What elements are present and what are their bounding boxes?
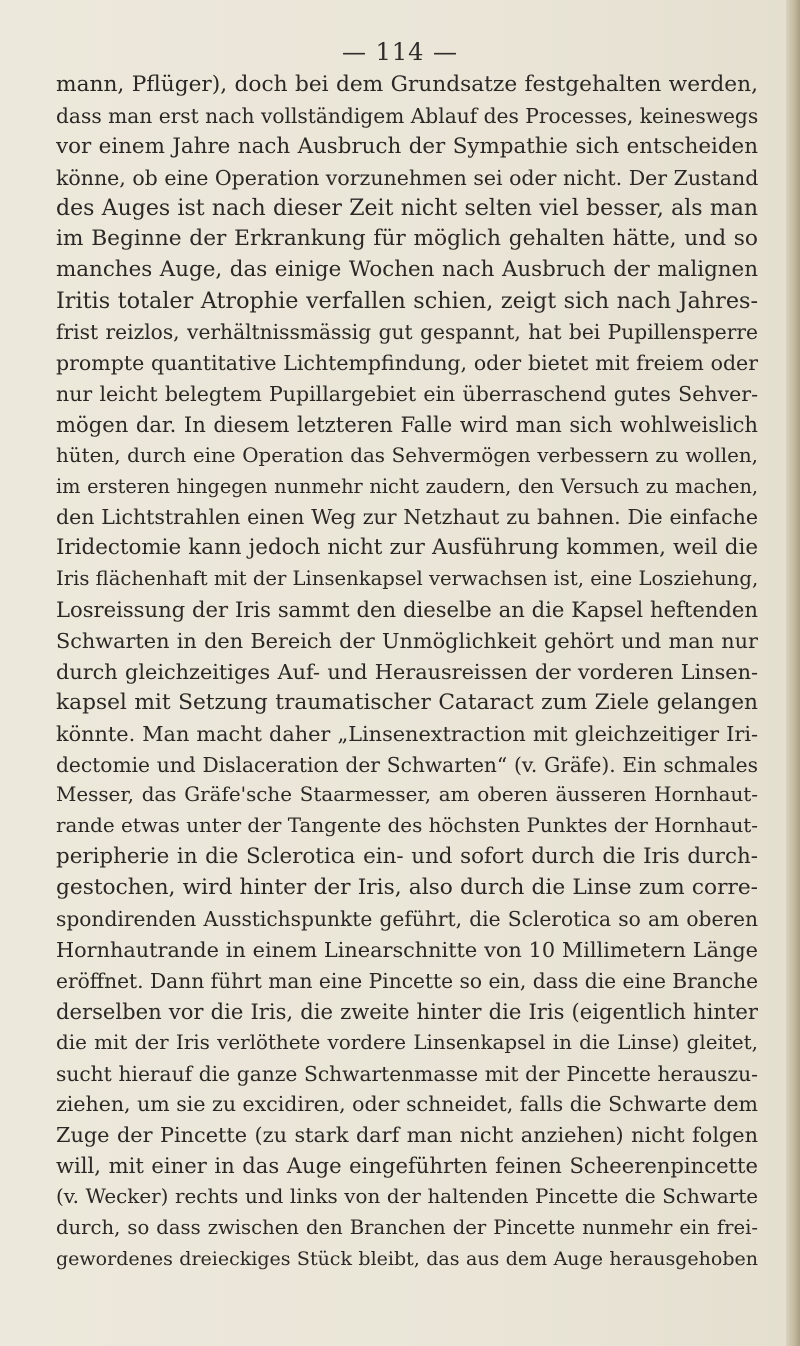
text-line: des Auges ist nach dieser Zeit nicht selten viel besser, als man (56, 195, 758, 221)
text-line: derselben vor die Iris, die zweite hinter die Iris (eigentlich hinter (56, 998, 758, 1024)
text-line: Hornhautrande in einem Linearschnitte von 10 Millimetern Länge (56, 937, 758, 962)
text-line: im Beginne der Erkrankung für möglich gehalten hätte, und so (56, 226, 758, 252)
text-line: die mit der Iris verlöthete vordere Linsenkapsel in die Linse) gleitet, (56, 1030, 758, 1054)
text-line: könne, ob eine Operation vorzunehmen sei oder nicht. Der Zustand (56, 165, 758, 190)
text-line: durch gleichzeitiges Auf- und Herausreissen der vorderen Linsen- (56, 659, 758, 684)
text-line: gestochen, wird hinter der Iris, also durch die Linse zum corre- (56, 875, 758, 901)
body-text (56, 70, 758, 1275)
text-line: gewordenes dreieckiges Stück bleibt, das aus dem Auge herausgehoben (56, 1247, 758, 1270)
page-edge (786, 0, 800, 1346)
text-line: rande etwas unter der Tangente des höchsten Punktes der Hornhaut- (56, 814, 758, 838)
text-line: sucht hierauf die ganze Schwartenmasse mit der Pincette herauszu- (56, 1061, 758, 1086)
text-line: hüten, durch eine Operation das Sehvermögen verbessern zu wollen, (56, 443, 758, 467)
text-line: könnte. Man macht daher „Linsenextraction mit gleichzeitiger Iri- (56, 721, 758, 746)
text-line: (v. Wecker) rechts und links von der haltenden Pincette die Schwarte (56, 1185, 758, 1209)
text-line: peripherie in die Sclerotica ein- und sofort durch die Iris durch- (56, 844, 758, 870)
text-line: spondirenden Ausstichspunkte geführt, die Sclerotica so am oberen (56, 907, 758, 932)
text-line: dectomie und Dislaceration der Schwarten“ (v. Gräfe). Ein schmales (56, 752, 758, 777)
text-line: Zuge der Pincette (zu stark darf man nicht anziehen) nicht folgen (56, 1123, 758, 1148)
text-line: eröffnet. Dann führt man eine Pincette so ein, dass die eine Branche (56, 968, 758, 993)
text-line: manches Auge, das einige Wochen nach Ausbruch der malignen (56, 257, 758, 283)
text-line: ziehen, um sie zu excidiren, oder schneidet, falls die Schwarte dem (56, 1092, 758, 1117)
text-line: den Lichtstrahlen einen Weg zur Netzhaut zu bahnen. Die einfache (56, 505, 758, 530)
text-line: Messer, das Gräfe'sche Staarmesser, am oberen äusseren Hornhaut- (56, 783, 758, 807)
text-line: frist reizlos, verhältnissmässig gut gespannt, hat bei Pupillensperre (56, 320, 758, 345)
text-line: mögen dar. In diesem letzteren Falle wird man sich wohlweislich (56, 411, 758, 437)
text-line: Schwarten in den Bereich der Unmöglichkeit gehört und man nur (56, 629, 758, 654)
text-line: vor einem Jahre nach Ausbruch der Sympathie sich entscheiden (56, 133, 758, 159)
text-line: nur leicht belegtem Pupillargebiet ein überraschend gutes Sehver- (56, 381, 758, 406)
page-number: — 114 — (341, 38, 459, 66)
text-line: mann, Pflüger), doch bei dem Grundsatze festgehalten werden, (56, 72, 758, 97)
text-line: Iridectomie kann jedoch nicht zur Ausführung kommen, weil die (56, 535, 758, 561)
text-line: Iritis totaler Atrophie verfallen schien, zeigt sich nach Jahres- (56, 288, 758, 315)
text-line: im ersteren hingegen nunmehr nicht zaudern, den Versuch zu machen, (56, 474, 758, 498)
text-line: prompte quantitative Lichtempfindung, oder bietet mit freiem oder (56, 351, 758, 376)
text-line: Losreissung der Iris sammt den dieselbe an die Kapsel heftenden (56, 597, 758, 623)
text-line: durch, so dass zwischen den Branchen der Pincette nunmehr ein frei- (56, 1215, 758, 1239)
text-line: will, mit einer in das Auge eingeführten feinen Scheerenpincette (56, 1153, 758, 1179)
text-line: Iris flächenhaft mit der Linsenkapsel verwachsen ist, eine Losziehung, (56, 567, 758, 591)
text-line: dass man erst nach vollständigem Ablauf des Processes, keineswegs (56, 103, 758, 128)
text-line: kapsel mit Setzung traumatischer Cataract zum Ziele gelangen (56, 689, 758, 715)
